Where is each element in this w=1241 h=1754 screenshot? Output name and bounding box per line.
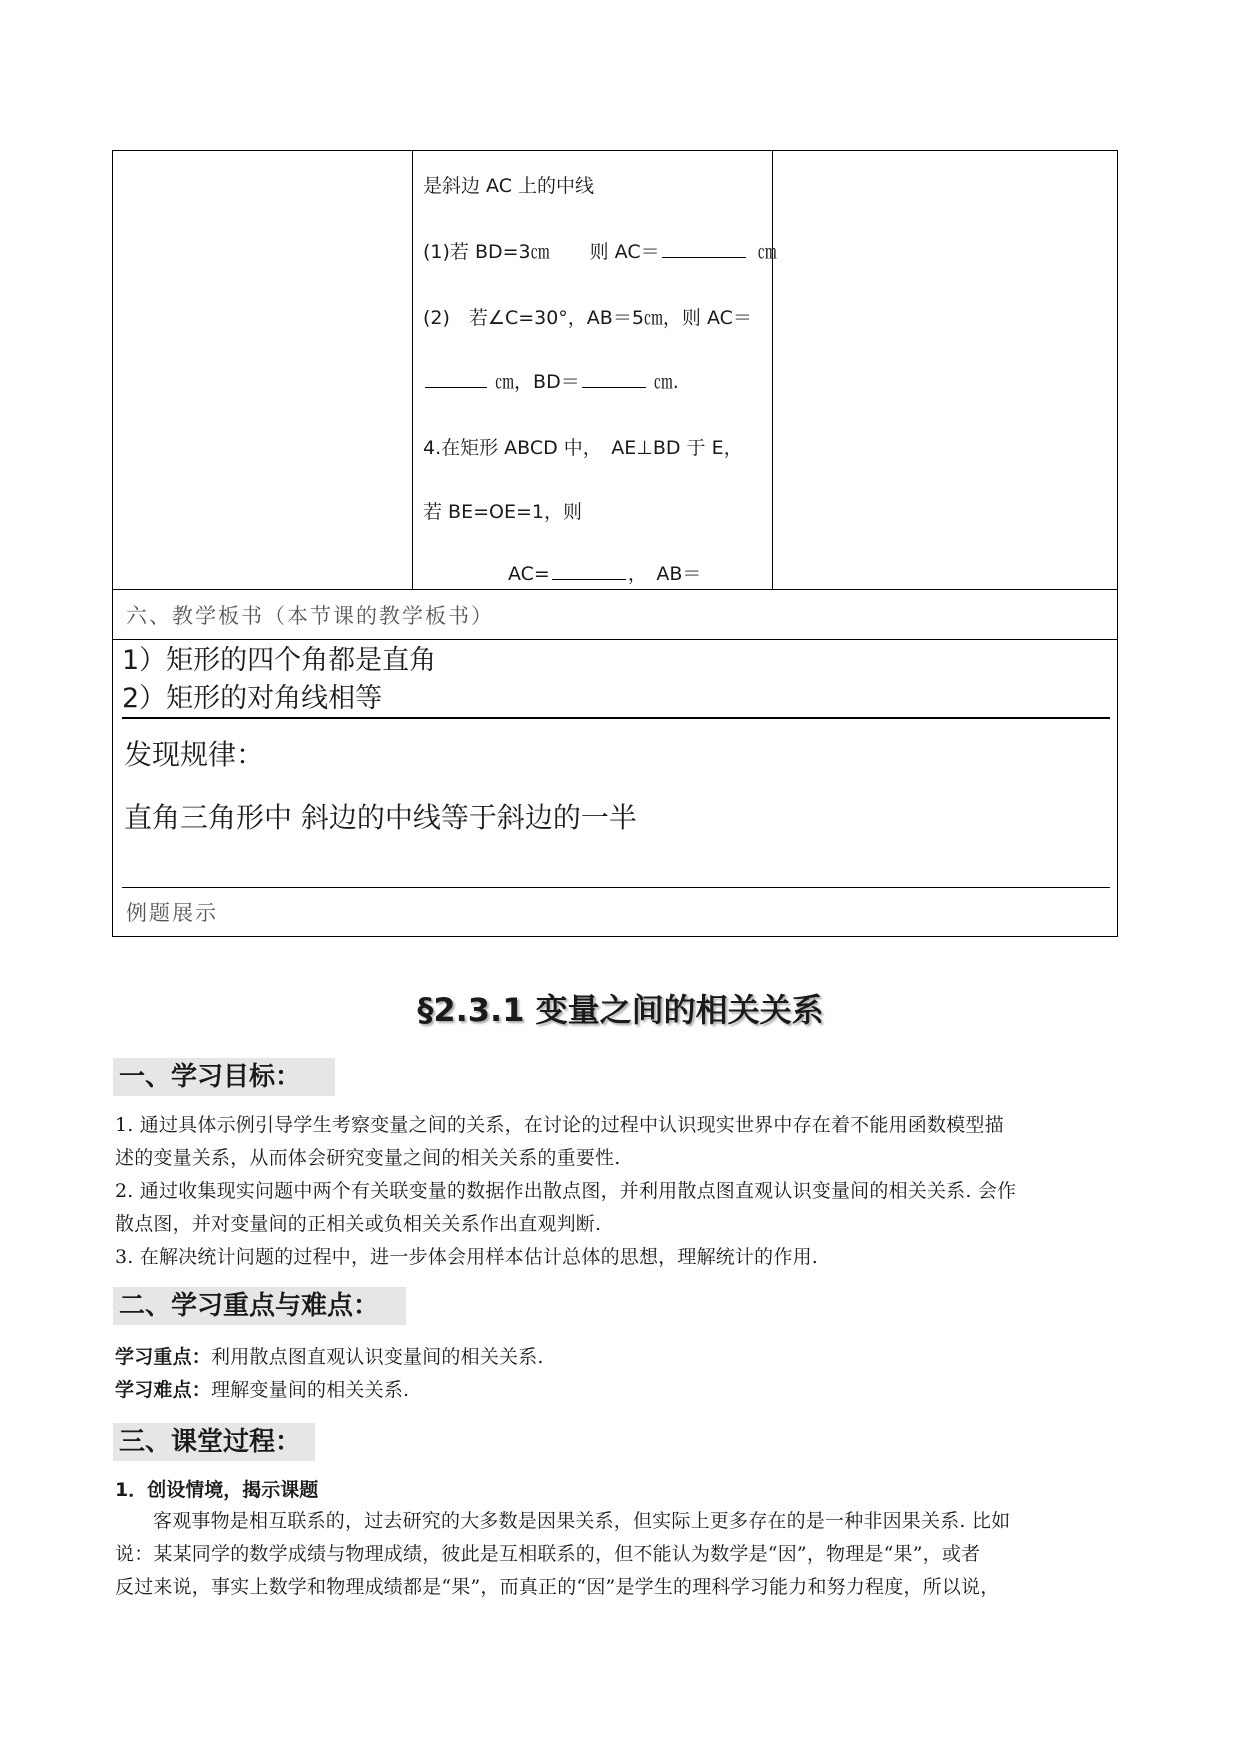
q2-bd-blank[interactable] [582, 369, 646, 388]
q4-ac-blank[interactable] [552, 561, 626, 580]
goal-1-line-1: 1. 通过具体示例引导学生考察变量之间的关系，在讨论的过程中认识现实世界中存在着不能用函数模型描 [115, 1114, 1004, 1136]
difficult-point-text: 理解变量间的相关关系. [211, 1379, 410, 1401]
exercise-q1 [423, 237, 777, 264]
q2-unit2: ㎝. [653, 371, 679, 393]
exercise-q4-line3 [508, 559, 701, 586]
board-header: 六、教学板书（本节课的教学板书） [126, 604, 494, 628]
key-point-text: 利用散点图直观认识变量间的相关关系. [211, 1346, 544, 1368]
exercise-q2-line1: (2) 若∠C=30°，AB＝5㎝，则 AC＝ [423, 307, 752, 329]
difficult-point-label: 学习难点： [115, 1379, 212, 1401]
board-item-2: 2）矩形的对角线相等 [122, 683, 383, 714]
exercise-q2-line2 [423, 367, 679, 394]
key-point-label: 学习重点： [115, 1346, 212, 1368]
paragraph-line-3: 反过来说，事实上数学和物理成绩都是“果”，而真正的“因”是学生的理科学习能力和努力程度，所以说， [115, 1576, 1000, 1598]
subsection-1: 1．创设情境，揭示课题 [115, 1479, 319, 1501]
table-bottom-border [112, 936, 1118, 937]
exercise-line-1: 是斜边 AC 上的中线 [423, 175, 595, 197]
q2-ac-blank[interactable] [425, 369, 487, 388]
exercise-q4-line2: 若 BE=OE=1，则 [423, 501, 582, 523]
exercise-q4-line1: 4.在矩形 ABCD 中， AE⊥BD 于 E， [423, 437, 743, 459]
difficult-point [115, 1374, 1135, 1407]
q1-unit: ㎝ [757, 241, 777, 263]
exercise-cell [413, 151, 777, 589]
inner-rule-2 [122, 887, 1110, 888]
goal-1-line-2: 述的变量关系，从而体会研究变量之间的相关关系的重要性. [115, 1147, 621, 1169]
table-left-border [112, 150, 113, 937]
row-divider-2 [112, 639, 1118, 640]
key-point [115, 1341, 1135, 1374]
paragraph-line-1: 客观事物是相互联系的，过去研究的大多数是因果关系，但实际上更多存在的是一种非因果关系. 比如 [153, 1510, 1011, 1532]
table-right-border [1117, 150, 1118, 937]
column-divider-2 [772, 150, 773, 590]
q1-mid: 则 AC＝ [589, 241, 660, 263]
board-example-label: 例题展示 [126, 901, 218, 925]
goal-3: 3. 在解决统计问题的过程中，进一步体会用样本估计总体的思想，理解统计的作用. [115, 1246, 819, 1268]
q2-unit1: ㎝，BD＝ [495, 371, 580, 393]
board-item-1: 1）矩形的四个角都是直角 [122, 645, 437, 676]
lesson-title: §2.3.1 变量之间的相关关系 [417, 991, 824, 1029]
section-learning-goals: 一、学习目标： [113, 1058, 335, 1096]
board-discover-label: 发现规律： [124, 738, 265, 771]
section-class-process: 三、课堂过程： [113, 1423, 315, 1461]
q1-prefix: (1)若 BD=3㎝ [423, 241, 550, 263]
row-divider-1 [112, 589, 1118, 590]
goal-2-line-2: 散点图，并对变量间的正相关或负相关关系作出直观判断. [115, 1213, 602, 1235]
q4-ac-label: AC= [508, 563, 550, 585]
q4-ab-label: ， AB＝ [627, 563, 702, 585]
goal-2-line-1: 2. 通过收集现实问题中两个有关联变量的数据作出散点图，并利用散点图直观认识变量间的相关关系. 会作 [115, 1180, 1017, 1202]
q1-answer-blank[interactable] [662, 239, 746, 258]
section-key-points: 二、学习重点与难点： [113, 1287, 406, 1325]
board-rule: 直角三角形中 斜边的中线等于斜边的一半 [124, 801, 637, 834]
paragraph-line-2: 说：某某同学的数学成绩与物理成绩，彼此是互相联系的，但不能认为数学是“因”，物理是“果”，或者 [115, 1543, 981, 1565]
inner-rule-1 [122, 717, 1110, 719]
